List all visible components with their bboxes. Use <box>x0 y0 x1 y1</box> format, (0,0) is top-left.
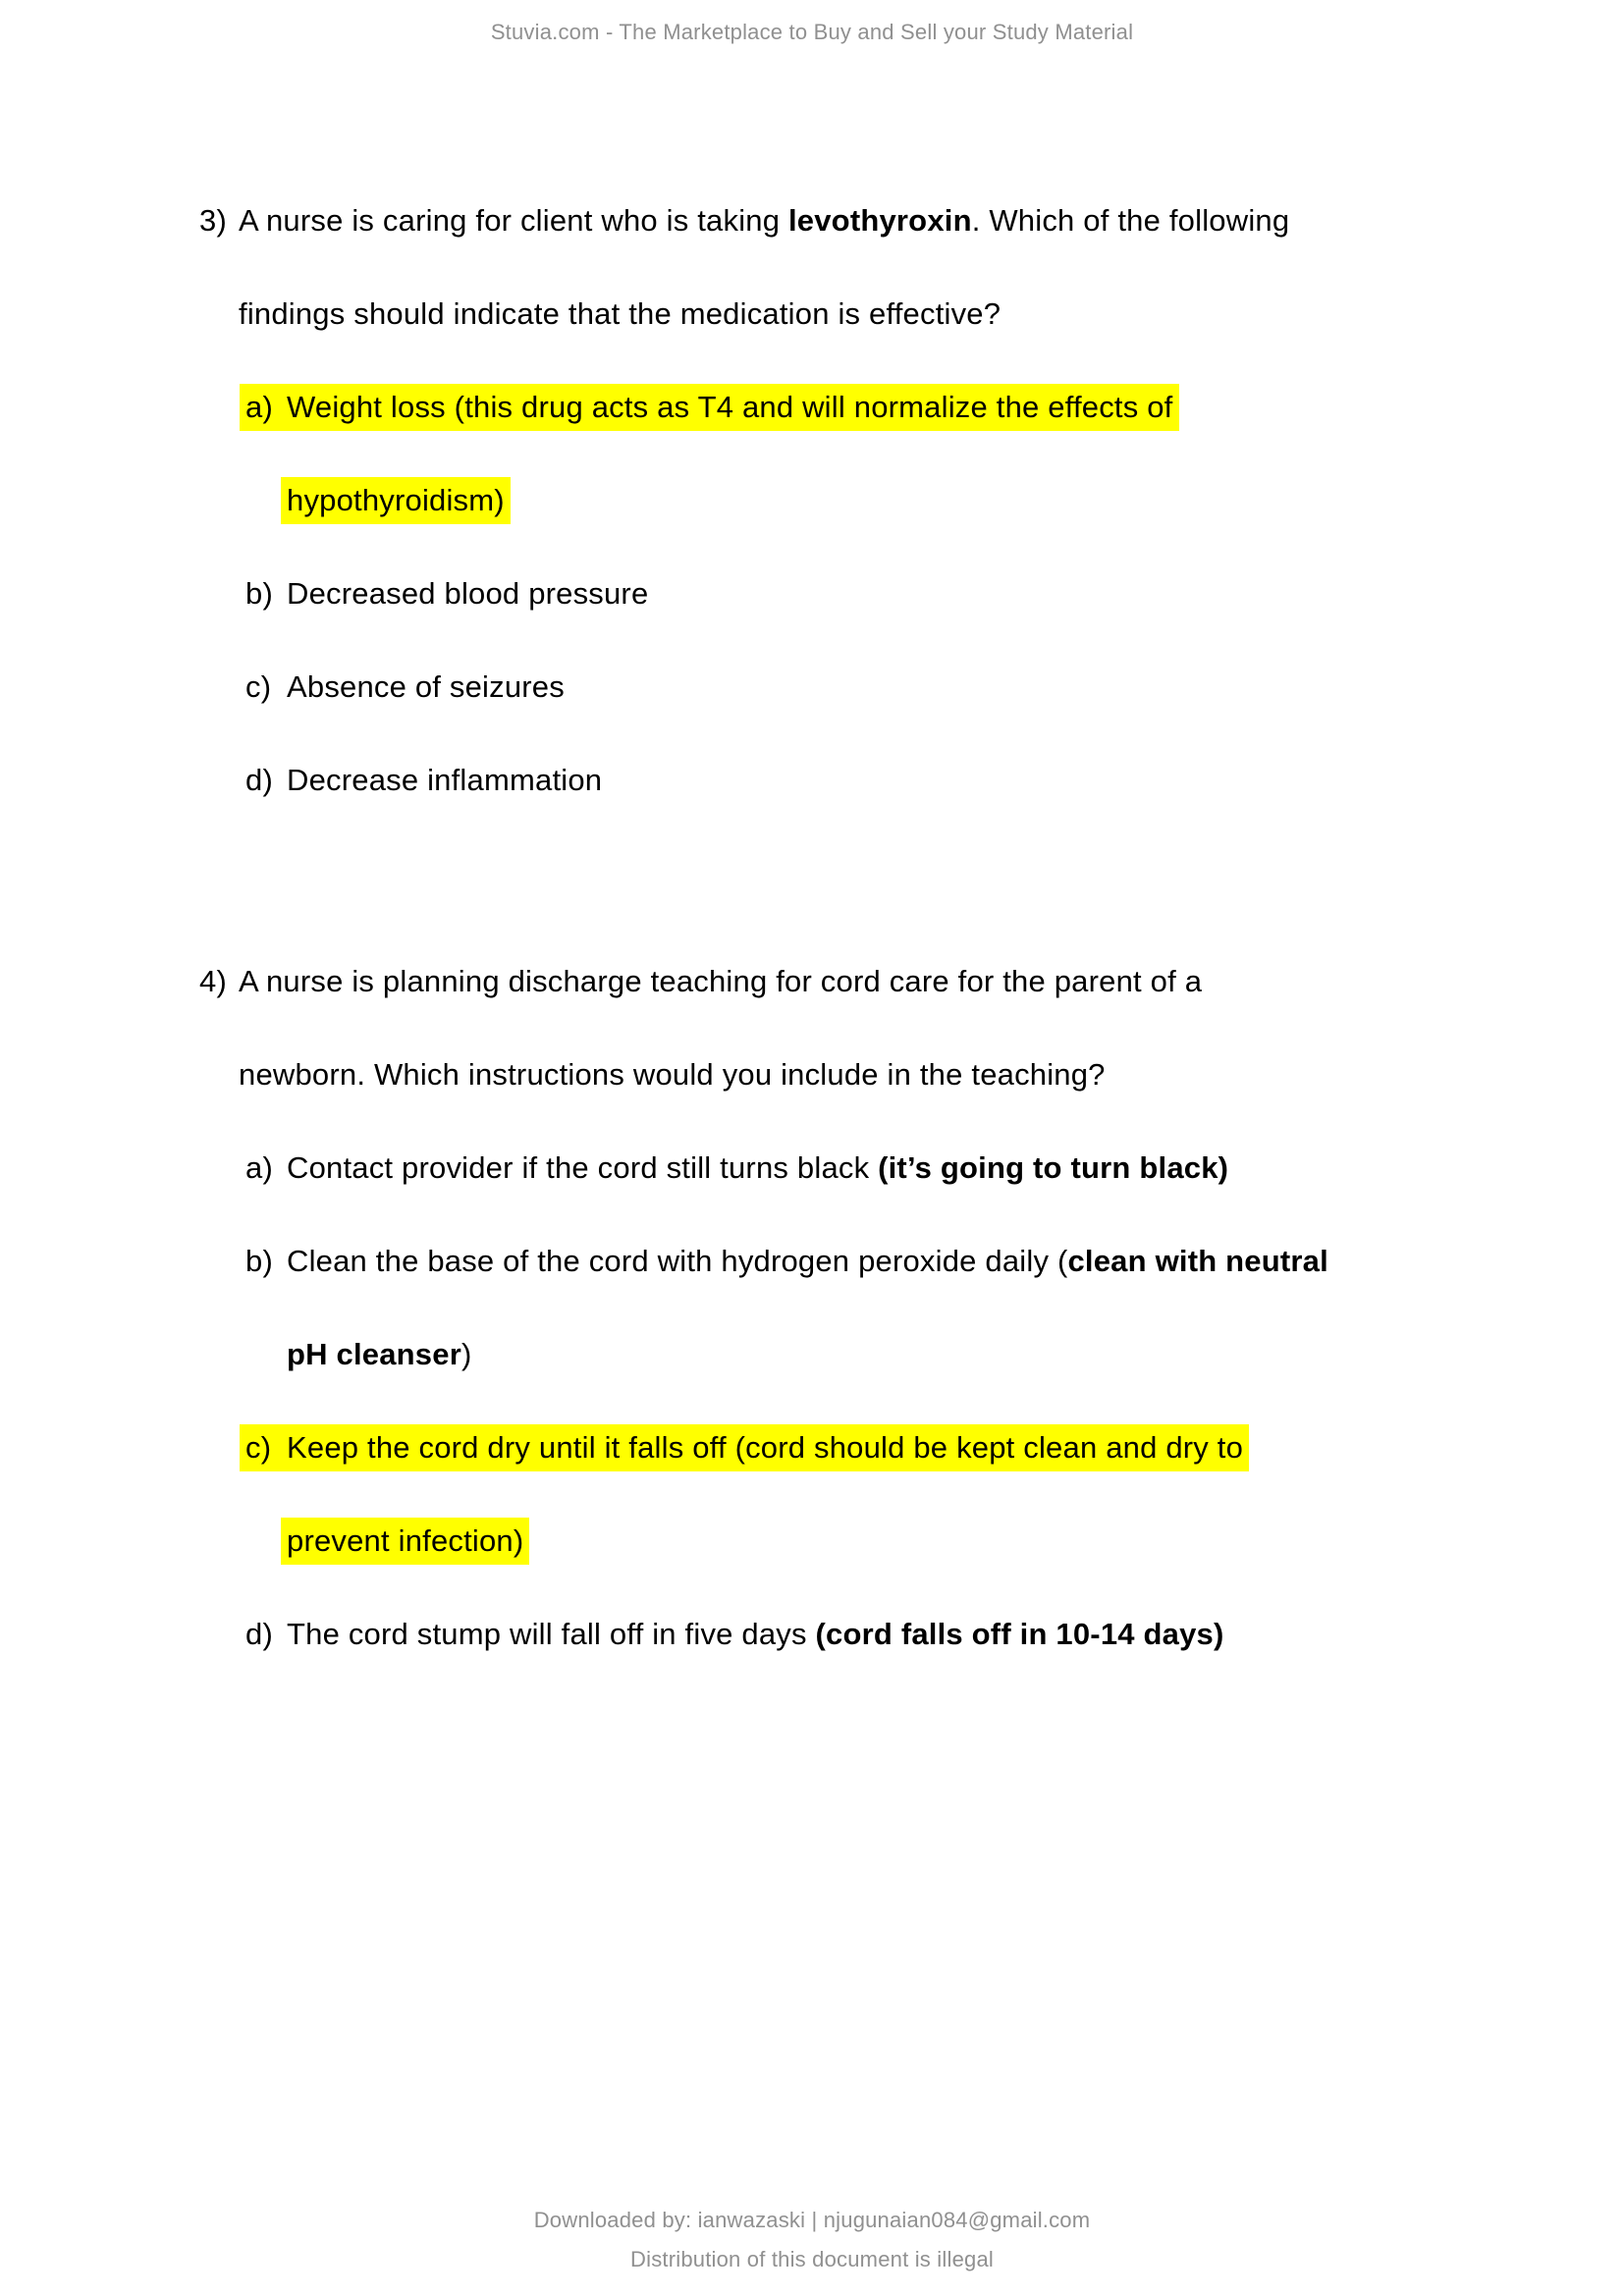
option-line <box>245 1494 1565 1587</box>
option-line <box>245 1401 1565 1494</box>
option-letter: d) <box>245 1616 273 1651</box>
text: Decrease inflammation <box>287 762 603 797</box>
header-watermark: Stuvia.com - The Marketplace to Buy and Sell your Study Material <box>490 20 1134 44</box>
option-text <box>245 757 602 804</box>
question-line <box>199 934 1565 1028</box>
highlighted-answer <box>240 1424 1249 1471</box>
highlighted-answer <box>281 477 511 524</box>
bold-text: (it’s going to turn black) <box>878 1149 1229 1185</box>
option-letter: b) <box>245 1243 273 1278</box>
bold-text: levothyroxin <box>787 202 972 238</box>
option-line <box>245 1308 1565 1401</box>
question-line <box>199 174 1565 267</box>
footer-downloaded-by: Downloaded by: ianwazaski | njugunaian084@gmail.com <box>533 2208 1091 2232</box>
option-line <box>245 1587 1565 1681</box>
text: Absence of seizures <box>287 668 565 704</box>
text: . Which of the following <box>971 202 1290 238</box>
text: Weight loss (this drug acts as T4 and will normalize the effects of <box>287 389 1173 424</box>
text: newborn. Which instructions would you include in the teaching? <box>239 1056 1106 1092</box>
text: The cord stump will fall off in five days <box>287 1616 816 1651</box>
option-text <box>245 664 565 711</box>
option-text <box>245 1145 1228 1192</box>
question-line <box>199 267 1565 360</box>
option-text <box>245 1611 1224 1658</box>
text: ) <box>460 1336 472 1371</box>
option-letter: c) <box>245 668 272 704</box>
text: hypothyroidism) <box>287 482 505 517</box>
bold-text: (cord falls off in 10-14 days) <box>815 1616 1224 1651</box>
option-text <box>245 1238 1328 1285</box>
question-line <box>199 1028 1565 1121</box>
text: findings should indicate that the medication is effective? <box>239 295 1001 331</box>
option-line <box>245 733 1565 827</box>
option-list <box>245 360 1565 827</box>
option-letter: c) <box>245 1429 272 1465</box>
text: Keep the cord dry until it falls off (cord should be kept clean and dry to <box>287 1429 1244 1465</box>
question-4 <box>199 934 1565 1681</box>
option-list <box>245 1121 1565 1681</box>
footer-warning: Distribution of this document is illegal <box>630 2247 994 2271</box>
question-number: 3) <box>199 202 227 238</box>
option-line <box>245 640 1565 733</box>
highlighted-answer <box>281 1518 529 1565</box>
option-line <box>245 1121 1565 1214</box>
text: prevent infection) <box>287 1522 524 1558</box>
option-letter: d) <box>245 762 273 797</box>
text: Clean the base of the cord with hydrogen peroxide daily ( <box>287 1243 1068 1278</box>
option-line <box>245 454 1565 547</box>
option-letter: a) <box>245 389 273 424</box>
option-text <box>245 570 648 617</box>
text: A nurse is caring for client who is taking <box>239 202 788 238</box>
question-3 <box>199 174 1565 827</box>
option-line <box>245 1214 1565 1308</box>
question-list <box>199 174 1565 1681</box>
option-letter: b) <box>245 575 273 611</box>
question-text <box>199 197 1289 244</box>
question-number: 4) <box>199 963 227 998</box>
question-text <box>199 958 1202 1005</box>
option-line <box>245 360 1565 454</box>
option-text <box>287 1331 471 1378</box>
bold-text: clean with neutral <box>1067 1243 1328 1278</box>
highlighted-answer <box>240 384 1179 431</box>
option-line <box>245 547 1565 640</box>
text: A nurse is planning discharge teaching for cord care for the parent of a <box>239 963 1203 998</box>
question-text <box>239 1051 1106 1098</box>
text: Contact provider if the cord still turns black <box>287 1149 879 1185</box>
question-text <box>239 291 1001 338</box>
text: Decreased blood pressure <box>287 575 649 611</box>
bold-text: pH cleanser <box>287 1336 461 1371</box>
option-letter: a) <box>245 1149 273 1185</box>
